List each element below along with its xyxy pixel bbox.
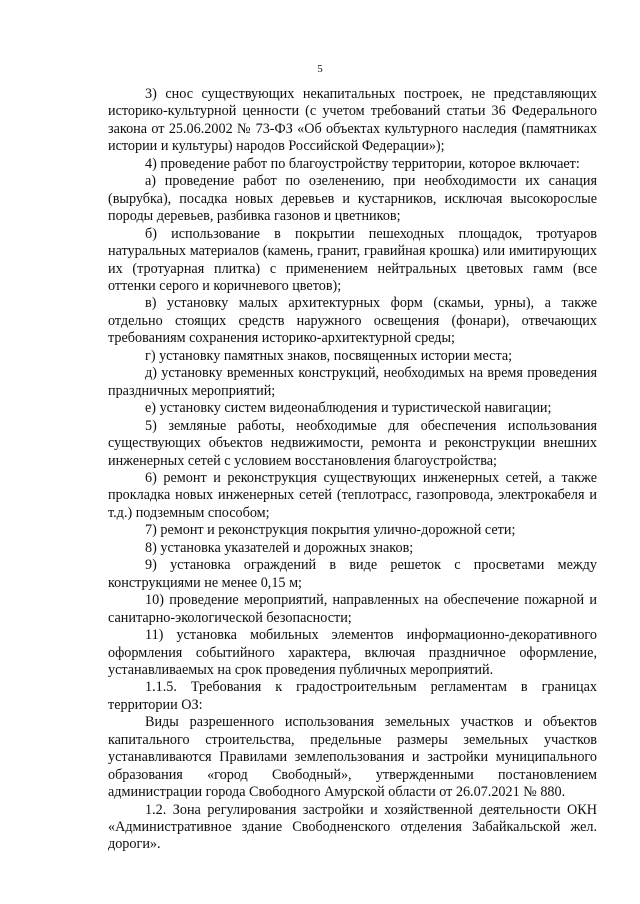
- paragraph: 9) установка ограждений в виде решеток с просветами между конструкциями не менее 0,15 м;: [108, 557, 597, 591]
- paragraph: 6) ремонт и реконструкция существующих инженерных сетей, а также прокладка новых инженерных сетей (теплотрасс, газопровода, электрокабеля и т.д.) подземным способом;: [108, 469, 597, 521]
- paragraph: 8) установка указателей и дорожных знаков;: [145, 539, 414, 556]
- document-body: [108, 86, 597, 854]
- paragraph: 5) земляные работы, необходимые для обеспечения использования существующих объектов недвижимости, ремонта и реконструкции внешних инженерных сетей с условием восстановления благоустройства;: [108, 417, 597, 469]
- paragraph: 10) проведение мероприятий, направленных на обеспечение пожарной и санитарно-экологической безопасности;: [108, 592, 597, 626]
- paragraph: в) установку малых архитектурных форм (скамьи, урны), а также отдельно стоящих средств наружного освещения (фонари), отвечающих требованиям сохранения историко-архитектурной среды;: [108, 295, 597, 347]
- paragraph: г) установку памятных знаков, посвященных истории места;: [145, 347, 513, 364]
- paragraph: 7) ремонт и реконструкция покрытия улично-дорожной сети;: [145, 522, 516, 539]
- paragraph: а) проведение работ по озеленению, при необходимости их санация (вырубка), посадка новых деревьев и кустарников, исключая высокорослые породы деревьев, разбивка газонов и цветников;: [108, 173, 597, 225]
- page-number: 5: [317, 63, 323, 75]
- paragraph: 4) проведение работ по благоустройству территории, которое включает:: [145, 155, 580, 172]
- paragraph: 11) установка мобильных элементов информационно-декоративного оформления событийного характера, включая праздничное оформление, устанавливаемых на срок проведения публичных мероприятий.: [108, 627, 597, 678]
- paragraph: д) установку временных конструкций, необходимых на время проведения праздничных мероприятий;: [108, 365, 597, 399]
- paragraph: б) использование в покрытии пешеходных площадок, тротуаров натуральных материалов (камень, гранит, гравийная крошка) или имитирующих их (тротуарная плитка) с применением нейтральных цветовых гамм (все оттенки серого и коричневого цветов);: [108, 225, 597, 294]
- paragraph: 1.2. Зона регулирования застройки и хозяйственной деятельности ОКН «Административное здание Свободненского отделения Забайкальской жел. дороги».: [108, 801, 597, 853]
- paragraph: Виды разрешенного использования земельных участков и объектов капитального строительства, предельные размеры земельных участков устанавливаются Правилами землепользования и застройки муниципального образования «город Свободный», утвержденными постановлением администрации города Свободного Амурской области от 26.07.2021 № 880.: [108, 714, 597, 801]
- paragraph: е) установку систем видеонаблюдения и туристической навигации;: [145, 400, 552, 417]
- paragraph: 1.1.5. Требования к градостроительным регламентам в границах территории ОЗ:: [108, 679, 597, 713]
- paragraph: 3) снос существующих некапитальных построек, не представляющих историко-культурной ценности (с учетом требований статьи 36 Федерального закона от 25.06.2002 № 73-ФЗ «Об объектах культурного наследия (памятниках истории и культуры) народов Российской Федерации»);: [108, 86, 597, 155]
